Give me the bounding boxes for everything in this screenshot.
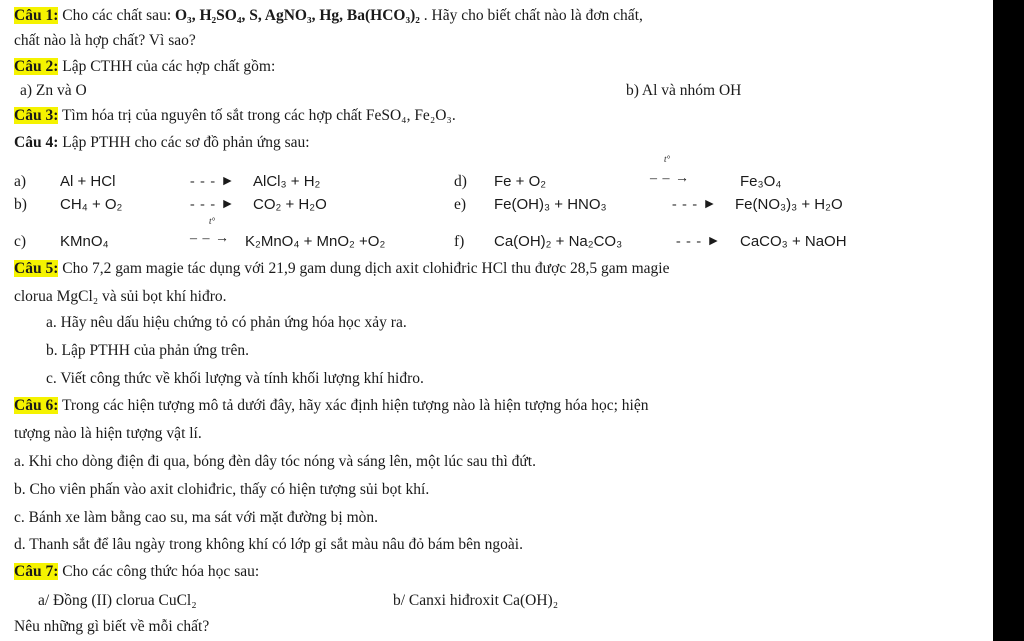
- question-7: [14, 562, 259, 582]
- question-7-b: b/ Canxi hiđroxit Ca(OH)₂: [393, 592, 559, 609]
- question-5-label: Câu 5:: [14, 260, 59, 277]
- eq-d-products: Fe₃O₄: [740, 173, 782, 190]
- eq-e-reactants: Fe(OH)₃ + HNO₃: [494, 196, 607, 213]
- question-5-line2: clorua MgCl₂ và sủi bọt khí hiđro.: [14, 288, 227, 305]
- question-6-b: b. Cho viên phấn vào axit clohiđric, thấy có hiện tượng sủi bọt khí.: [14, 481, 430, 498]
- eq-d-arrow: – – →: [650, 171, 690, 186]
- question-6-d: d. Thanh sắt để lâu ngày trong không khí có lớp gỉ sắt màu nâu đỏ bám bên ngoài.: [14, 536, 523, 553]
- eq-a-reactants: Al + HCl: [60, 173, 116, 190]
- eq-c-letter: c): [14, 233, 27, 250]
- question-5: [14, 259, 669, 279]
- right-border-stripe: [993, 0, 1024, 641]
- question-6-line2: tượng nào là hiện tượng vật lí.: [14, 425, 202, 442]
- eq-d-letter: d): [454, 173, 467, 190]
- eq-b-letter: b): [14, 196, 27, 213]
- question-6-text: Trong các hiện tượng mô tả dưới đây, hãy xác định hiện tượng nào là hiện tượng hóa học; hiện: [58, 397, 649, 414]
- question-1-line2: chất nào là hợp chất? Vì sao?: [14, 32, 196, 49]
- question-5-a: a. Hãy nêu dấu hiệu chứng tỏ có phản ứng hóa học xảy ra.: [46, 314, 407, 331]
- eq-e-products: Fe(NO₃)₃ + H₂O: [735, 196, 843, 213]
- question-4-text: Lập PTHH cho các sơ đồ phản ứng sau:: [58, 134, 310, 151]
- question-5-b: b. Lập PTHH của phản ứng trên.: [46, 342, 249, 359]
- question-1-label: Câu 1:: [14, 7, 59, 24]
- question-2: [14, 57, 275, 77]
- question-2-label: Câu 2:: [14, 58, 59, 75]
- question-1-formulas: O₃, H₂SO₄, S, AgNO₃, Hg, Ba(HCO₃)₂: [175, 7, 420, 24]
- eq-d-heat-symbol: t°: [664, 154, 671, 164]
- question-5-text: Cho 7,2 gam magie tác dụng với 21,9 gam dung dịch axit clohiđric HCl thu được 28,5 gam magie: [58, 260, 670, 277]
- question-6: [14, 396, 648, 416]
- eq-b-reactants: CH₄ + O₂: [60, 196, 123, 213]
- eq-f-letter: f): [454, 233, 465, 250]
- question-6-label: Câu 6:: [14, 397, 59, 414]
- question-7-line3: Nêu những gì biết về mỗi chất?: [14, 618, 210, 635]
- question-2-b: b) Al và nhóm OH: [626, 82, 742, 99]
- eq-c-arrow: – – →: [190, 231, 230, 246]
- question-1-rest: . Hãy cho biết chất nào là đơn chất,: [419, 7, 643, 24]
- eq-f-products: CaCO₃ + NaOH: [740, 233, 847, 250]
- question-1: [14, 6, 643, 26]
- question-2-text: Lập CTHH của các hợp chất gồm:: [58, 58, 276, 75]
- eq-a-arrow: - - - ►: [190, 174, 236, 189]
- question-5-c: c. Viết công thức về khối lượng và tính khối lượng khí hiđro.: [46, 370, 424, 387]
- question-6-c: c. Bánh xe làm bằng cao su, ma sát với mặt đường bị mòn.: [14, 509, 379, 526]
- question-4-label: Câu 4:: [14, 134, 59, 151]
- eq-f-reactants: Ca(OH)₂ + Na₂CO₃: [494, 233, 623, 250]
- eq-c-reactants: KMnO₄: [60, 233, 109, 250]
- question-2-a: a) Zn và O: [20, 82, 87, 99]
- eq-a-products: AlCl₃ + H₂: [253, 173, 321, 190]
- eq-e-letter: e): [454, 196, 467, 213]
- question-3-text: Tìm hóa trị của nguyên tố sắt trong các hợp chất FeSO₄, Fe₂O₃.: [58, 107, 456, 124]
- question-7-label: Câu 7:: [14, 563, 59, 580]
- eq-c-heat-symbol: t°: [209, 216, 216, 226]
- question-1-text: Cho các chất sau:: [58, 7, 175, 24]
- eq-f-arrow: - - - ►: [676, 234, 722, 249]
- question-4: [14, 133, 310, 153]
- question-7-a: a/ Đồng (II) clorua CuCl₂: [38, 592, 197, 609]
- question-3: [14, 106, 456, 126]
- eq-e-arrow: - - - ►: [672, 197, 718, 212]
- eq-b-arrow: - - - ►: [190, 197, 236, 212]
- eq-b-products: CO₂ + H₂O: [253, 196, 327, 213]
- question-6-a: a. Khi cho dòng điện đi qua, bóng đèn dây tóc nóng và sáng lên, một lúc sau thì đứt.: [14, 453, 536, 470]
- eq-d-reactants: Fe + O₂: [494, 173, 547, 190]
- eq-c-products: K₂MnO₄ + MnO₂ +O₂: [245, 233, 386, 250]
- eq-a-letter: a): [14, 173, 27, 190]
- question-7-text: Cho các công thức hóa học sau:: [58, 563, 260, 580]
- question-3-label: Câu 3:: [14, 107, 59, 124]
